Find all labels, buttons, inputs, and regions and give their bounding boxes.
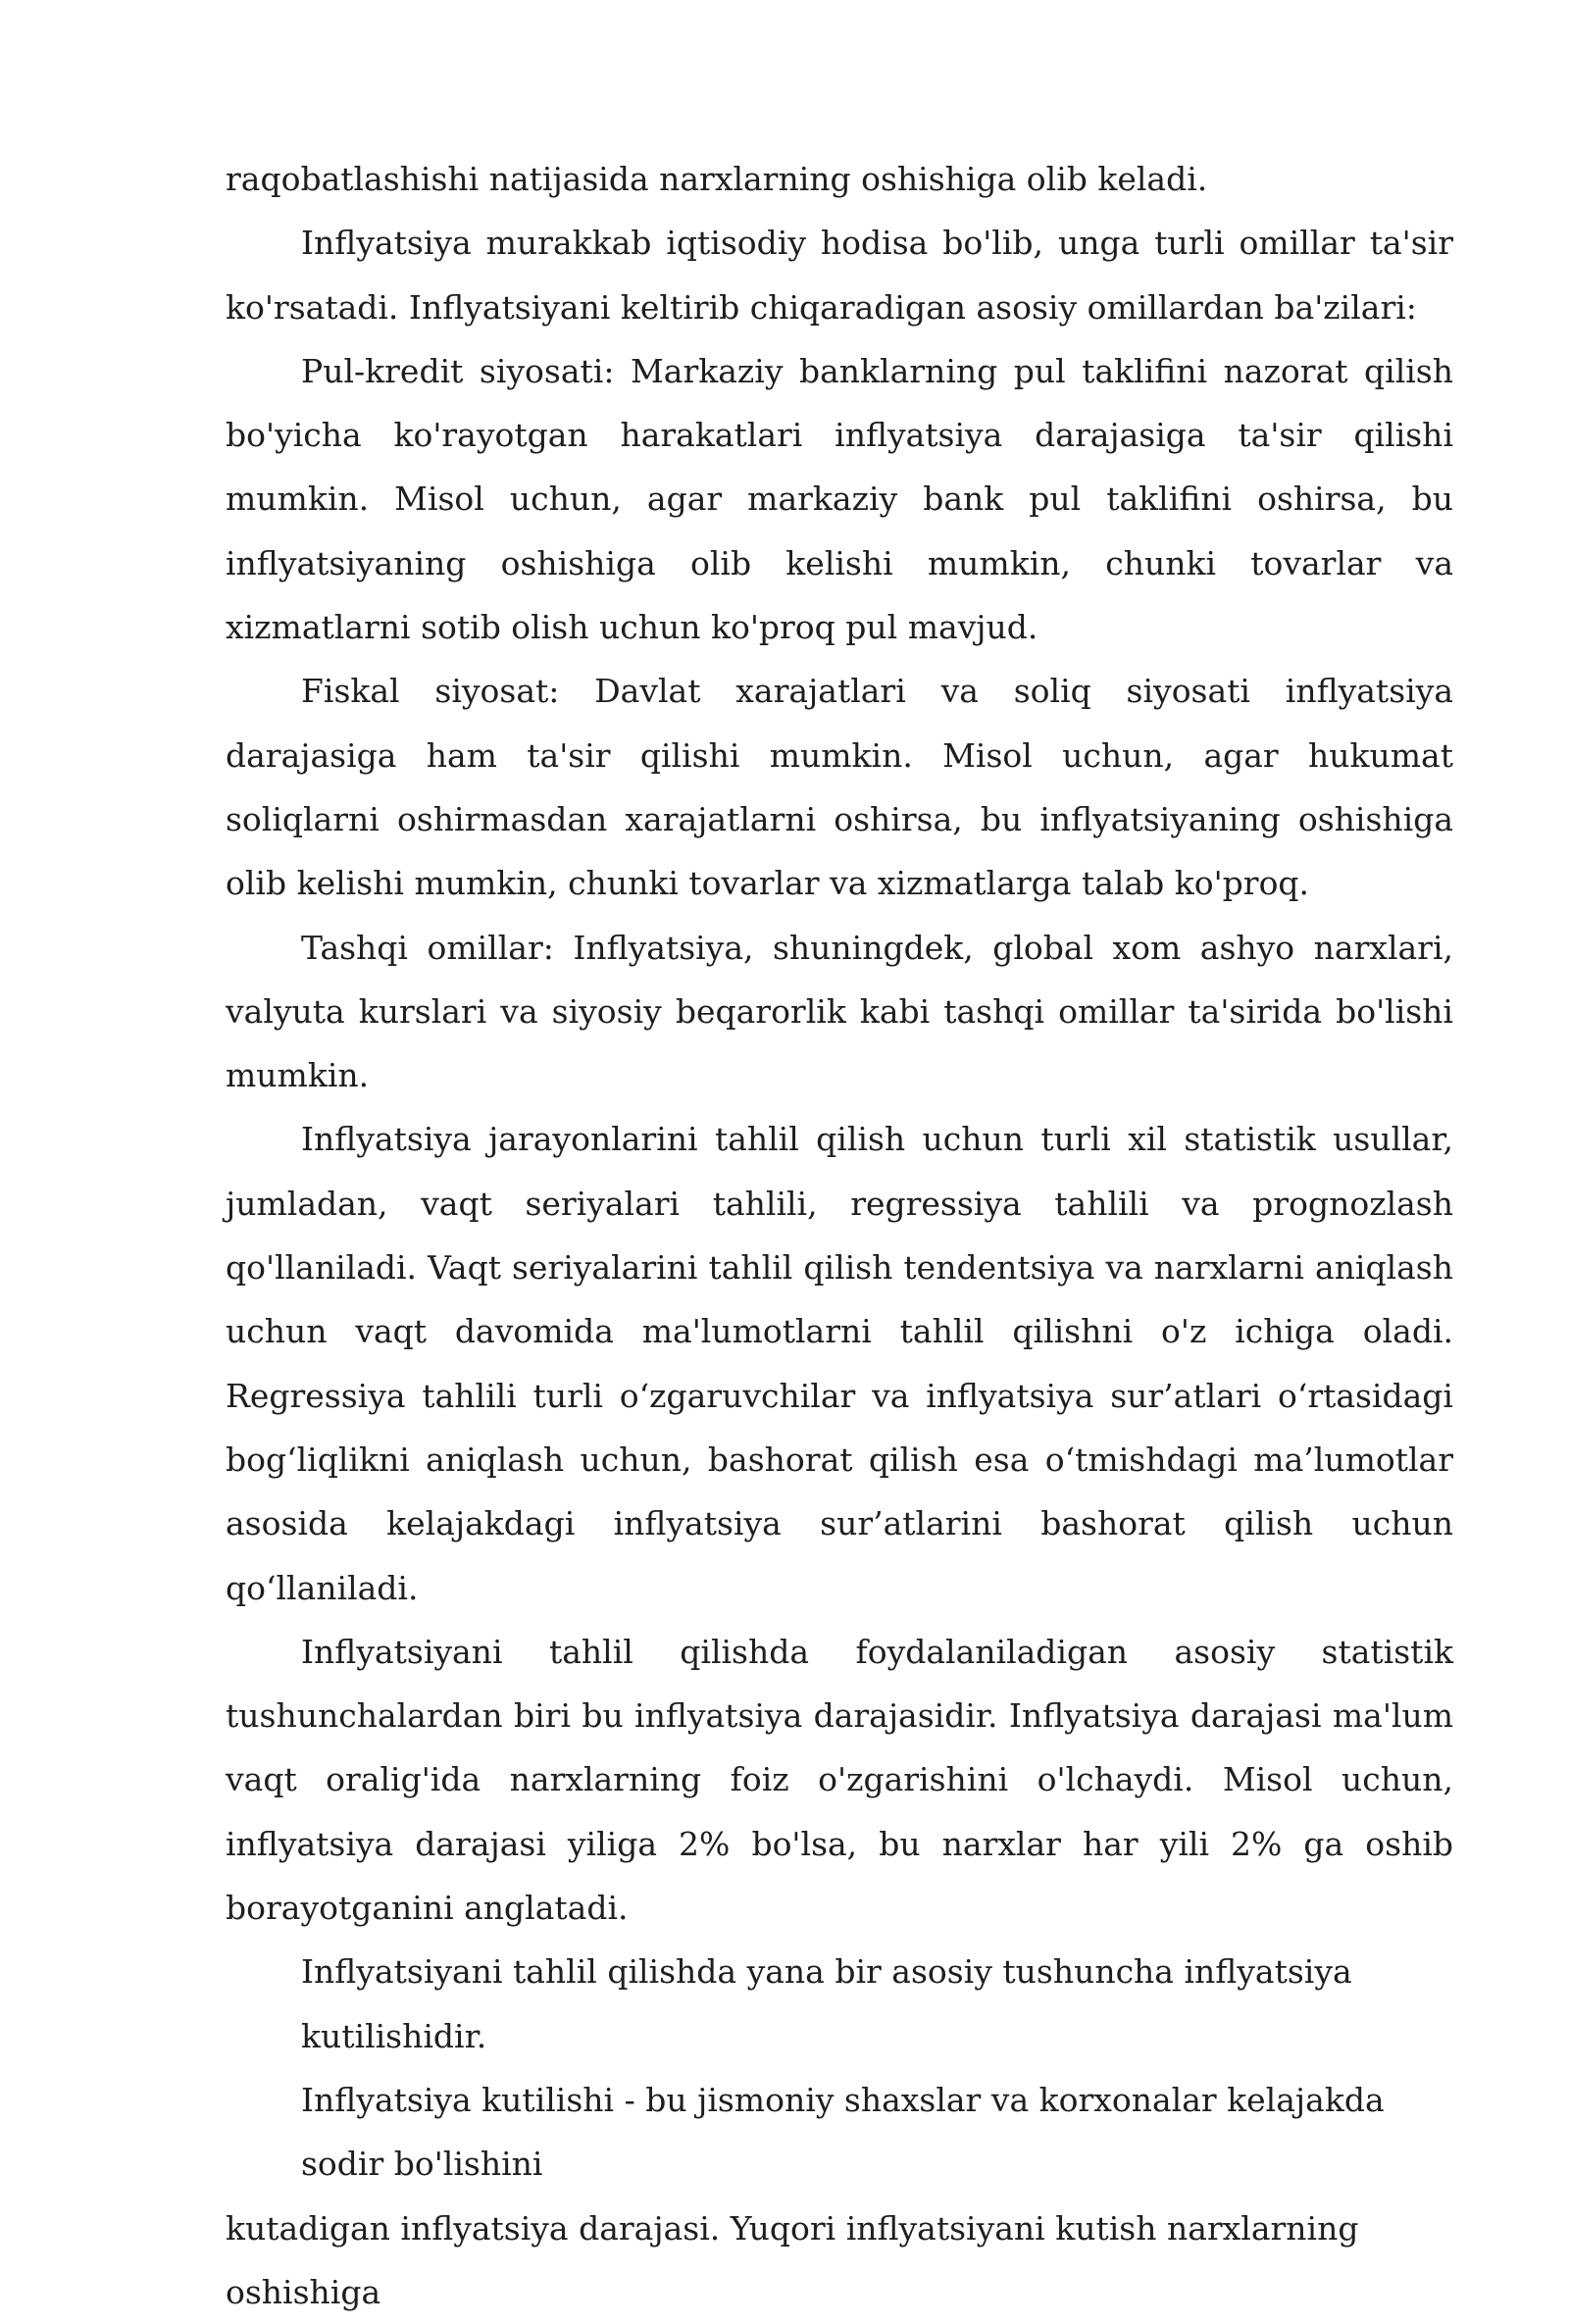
paragraph-inflation-factors-intro: Inflyatsiya murakkab iqtisodiy hodisa bo'lib, unga turli omillar ta'sir ko'rsatadi. Inflyatsiyani keltirib chiqaradigan asosiy omillardan ba'zilari:: [226, 211, 1453, 339]
paragraph-expectations-continuation: kutadigan inflyatsiya darajasi. Yuqori inflyatsiyani kutish narxlarning oshishiga: [226, 2197, 1453, 2324]
paragraph-inflation-expectations-intro: Inflyatsiyani tahlil qilishda yana bir asosiy tushuncha inflyatsiya kutilishidir.: [226, 1940, 1453, 2068]
paragraph-statistical-methods: Inflyatsiya jarayonlarini tahlil qilish uchun turli xil statistik usullar, jumladan, vaqt seriyalari tahlili, regressiya tahlili va prognozlash qo'llaniladi. Vaqt seriyalarini tahlil qilish tendentsiya va narxlarni aniqlash uchun vaqt davomida ma'lumotlarni tahlil qilishni o'z ichiga oladi. Regressiya tahlili turli o‘zgaruvchilar va inflyatsiya sur’atlari o‘rtasidagi bog‘liqlikni aniqlash uchun, bashorat qilish esa o‘tmishdagi ma’lumotlar asosida kelajakdagi inflyatsiya sur’atlarini bashorat qilish uchun qo‘llaniladi.: [226, 1107, 1453, 1619]
paragraph-continuation: raqobatlashishi natijasida narxlarning oshishiga olib keladi.: [226, 147, 1453, 211]
paragraph-inflation-expectations-definition: Inflyatsiya kutilishi - bu jismoniy shaxslar va korxonalar kelajakda sodir bo'lishini: [226, 2068, 1453, 2197]
paragraph-inflation-rate: Inflyatsiyani tahlil qilishda foydalaniladigan asosiy statistik tushunchalardan biri bu inflyatsiya darajasidir. Inflyatsiya darajasi ma'lum vaqt oralig'ida narxlarning foiz o'zgarishini o'lchaydi. Misol uchun, inflyatsiya darajasi yiliga 2% bo'lsa, bu narxlar har yili 2% ga oshib borayotganini anglatadi.: [226, 1620, 1453, 1940]
paragraph-fiscal-policy: Fiskal siyosat: Davlat xarajatlari va soliq siyosati inflyatsiya darajasiga ham ta'sir qilishi mumkin. Misol uchun, agar hukumat soliqlarni oshirmasdan xarajatlarni oshirsa, bu inflyatsiyaning oshishiga olib kelishi mumkin, chunki tovarlar va xizmatlarga talab ko'proq.: [226, 659, 1453, 915]
paragraph-external-factors: Tashqi omillar: Inflyatsiya, shuningdek, global xom ashyo narxlari, valyuta kurslari va siyosiy beqarorlik kabi tashqi omillar ta'sirida bo'lishi mumkin.: [226, 916, 1453, 1108]
paragraph-monetary-policy: Pul-kredit siyosati: Markaziy banklarning pul taklifini nazorat qilish bo'yicha ko'rayotgan harakatlari inflyatsiya darajasiga ta'sir qilishi mumkin. Misol uchun, agar markaziy bank pul taklifini oshirsa, bu inflyatsiyaning oshishiga olib kelishi mumkin, chunki tovarlar va xizmatlarni sotib olish uchun ko'proq pul mavjud.: [226, 339, 1453, 659]
document-body: [226, 147, 1453, 2324]
